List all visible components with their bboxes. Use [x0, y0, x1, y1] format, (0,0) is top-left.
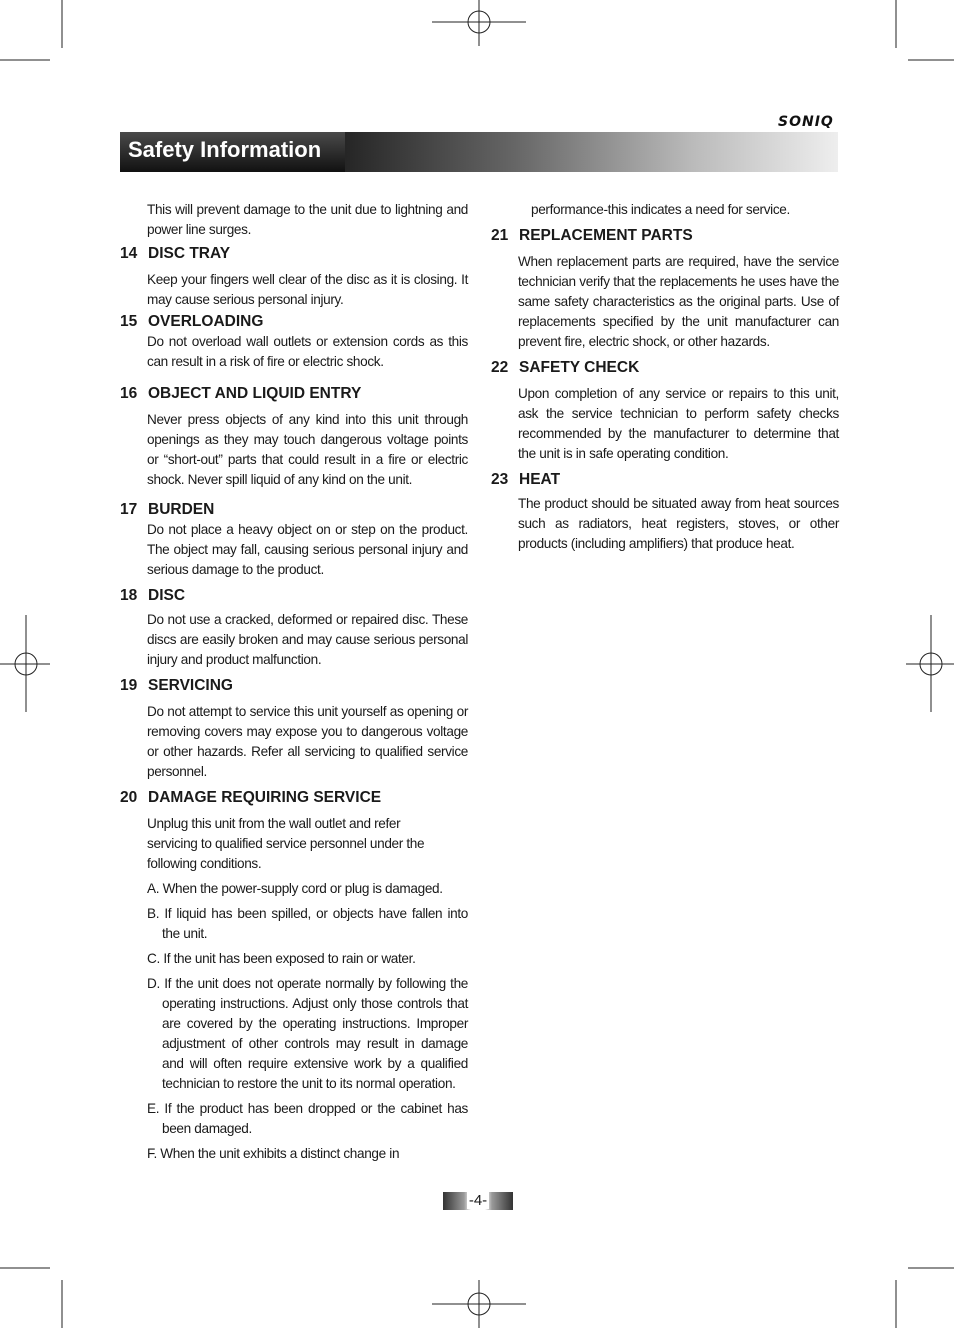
section-title: DISC: [148, 587, 186, 604]
section-title: HEAT: [519, 471, 561, 488]
page-number: -4-: [443, 1192, 513, 1210]
section-title: REPLACEMENT PARTS: [519, 227, 693, 244]
condition-c: C. If the unit has been exposed to rain or water.: [147, 951, 416, 966]
right-column: [491, 200, 839, 554]
section-burden: [120, 500, 468, 580]
section-text: Do not place a heavy object on or step on the product. The object may fall, causing serious personal injury and serious damage to the product.: [147, 522, 468, 577]
section-safety-check: [491, 358, 839, 464]
continued-text: performance-this indicates a need for service.: [531, 202, 790, 217]
section-text: Never press objects of any kind into this unit through openings as they may touch dangerous voltage points or “short-out” parts that could result in a fire or electric shock. Never spill liquid of any kind on the unit.: [147, 412, 468, 487]
condition-d: D. If the unit does not operate normally by following the operating instructions. Adjust only those controls that are covered by the operating instructions. Improper adjustment of other controls may result in damage and will often require extensive work by a qualified technician to restore the unit to its normal operation.: [147, 976, 468, 1091]
section-number: 23: [491, 471, 509, 488]
condition-e: E. If the product has been dropped or the cabinet has been damaged.: [147, 1101, 468, 1136]
section-number: 20: [120, 789, 138, 806]
section-number: 17: [120, 501, 138, 518]
section-replacement-parts: [491, 226, 839, 352]
section-overloading: [120, 312, 468, 372]
section-text: Unplug this unit from the wall outlet and refer servicing to qualified service personnel under the following conditions.: [147, 816, 425, 871]
condition-a: A. When the power-supply cord or plug is damaged.: [147, 881, 443, 896]
section-title: DAMAGE REQUIRING SERVICE: [148, 789, 382, 806]
section-text: Keep your fingers well clear of the disc as it is closing. It may cause serious personal injury.: [147, 272, 468, 307]
section-title: SAFETY CHECK: [519, 359, 640, 376]
section-text: Do not overload wall outlets or extension cords as this can result in a risk of fire or electric shock.: [147, 334, 468, 369]
section-title: DISC TRAY: [148, 245, 231, 262]
section-title: OBJECT AND LIQUID ENTRY: [148, 385, 362, 402]
section-number: 14: [120, 245, 138, 262]
section-number: 16: [120, 385, 138, 402]
section-number: 19: [120, 677, 138, 694]
condition-f: F. When the unit exhibits a distinct change in: [147, 1146, 400, 1161]
section-text: Do not attempt to service this unit yourself as opening or removing covers may expose you to dangerous voltage or other hazards. Refer all servicing to qualified service personnel.: [147, 704, 468, 779]
condition-b: B. If liquid has been spilled, or objects have fallen into the unit.: [147, 906, 468, 941]
section-number: 21: [491, 227, 509, 244]
left-column: [120, 200, 468, 1164]
section-number: 15: [120, 313, 138, 330]
section-disc: [120, 586, 468, 670]
intro-text: This will prevent damage to the unit due to lightning and power line surges.: [147, 202, 468, 237]
section-text: Do not use a cracked, deformed or repaired disc. These discs are easily broken and may cause serious personal injury and product malfunction.: [147, 612, 468, 667]
section-text: Upon completion of any service or repairs to this unit, ask the service technician to perform safety checks recommended by the manufacturer to determine that the unit is in safe operating condition.: [518, 386, 839, 461]
section-object-liquid-entry: [120, 384, 468, 490]
section-title: SERVICING: [148, 677, 233, 694]
section-disc-tray: [120, 244, 468, 310]
section-servicing: [120, 676, 468, 782]
section-text: When replacement parts are required, have the service technician verify that the replacements he uses have the same safety characteristics as the original parts. Use of replacements specified by the unit manufacturer can prevent fire, electric shock, or other hazards.: [518, 254, 839, 349]
section-number: 18: [120, 587, 138, 604]
page-title: Safety Information: [120, 132, 345, 172]
section-damage-requiring-service: [120, 788, 468, 1164]
section-title: BURDEN: [148, 501, 215, 518]
section-heat: [491, 470, 839, 554]
section-title: OVERLOADING: [148, 313, 264, 330]
brand-logo: SONIQ: [778, 114, 834, 130]
section-text: The product should be situated away from heat sources such as radiators, heat registers, stoves, or other products (including amplifiers) that produce heat.: [518, 496, 839, 551]
section-number: 22: [491, 359, 509, 376]
